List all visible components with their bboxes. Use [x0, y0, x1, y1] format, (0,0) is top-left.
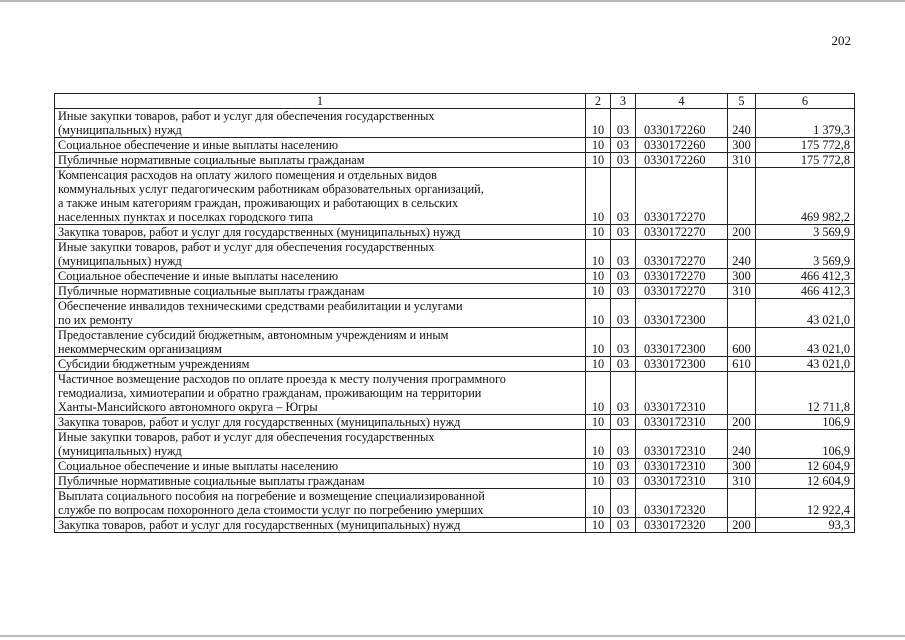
row-name-cell: Публичные нормативные социальные выплаты гражданам	[55, 153, 586, 168]
section-cell: 10	[586, 357, 611, 372]
expense-type-cell	[728, 489, 756, 518]
subsection-cell: 03	[611, 415, 636, 430]
section-cell: 10	[586, 459, 611, 474]
section-cell: 10	[586, 109, 611, 138]
scan-edge-bottom	[0, 635, 905, 637]
subsection-cell: 03	[611, 328, 636, 357]
expense-type-cell: 240	[728, 240, 756, 269]
subsection-cell: 03	[611, 357, 636, 372]
amount-cell: 43 021,0	[756, 357, 855, 372]
scan-edge-top	[0, 0, 905, 2]
header-row	[55, 94, 855, 109]
table-row	[55, 518, 855, 533]
subsection-cell: 03	[611, 269, 636, 284]
target-article-cell: 0330172270	[636, 225, 728, 240]
target-article-cell: 0330172270	[636, 240, 728, 269]
table-row	[55, 357, 855, 372]
row-name-cell: Частичное возмещение расходов по оплате проезда к месту получения программного гемодиализа, химиотерапии и обратно гражданам, проживающим на территории Ханты-Мансийского автономного округа – Югры	[55, 372, 586, 415]
row-name-cell: Обеспечение инвалидов техническими средствами реабилитации и услугами по их ремонту	[55, 299, 586, 328]
amount-cell: 3 569,9	[756, 225, 855, 240]
section-cell: 10	[586, 415, 611, 430]
target-article-cell: 0330172310	[636, 372, 728, 415]
target-article-cell: 0330172310	[636, 415, 728, 430]
subsection-cell: 03	[611, 138, 636, 153]
amount-cell: 12 711,8	[756, 372, 855, 415]
subsection-cell: 03	[611, 299, 636, 328]
row-name-cell: Иные закупки товаров, работ и услуг для обеспечения государственных (муниципальных) нужд	[55, 109, 586, 138]
page-number: 202	[831, 33, 851, 48]
table-body	[55, 109, 855, 533]
row-name-cell: Социальное обеспечение и иные выплаты населению	[55, 138, 586, 153]
subsection-cell: 03	[611, 284, 636, 299]
target-article-cell: 0330172320	[636, 518, 728, 533]
table-row	[55, 474, 855, 489]
row-name-cell: Публичные нормативные социальные выплаты гражданам	[55, 474, 586, 489]
table-row	[55, 225, 855, 240]
target-article-cell: 0330172260	[636, 109, 728, 138]
section-cell: 10	[586, 489, 611, 518]
header-col-5: 5	[728, 94, 756, 109]
section-cell: 10	[586, 153, 611, 168]
subsection-cell: 03	[611, 474, 636, 489]
section-cell: 10	[586, 284, 611, 299]
amount-cell: 175 772,8	[756, 153, 855, 168]
header-col-2: 2	[586, 94, 611, 109]
section-cell: 10	[586, 372, 611, 415]
subsection-cell: 03	[611, 153, 636, 168]
table-row	[55, 328, 855, 357]
table-row	[55, 430, 855, 459]
section-cell: 10	[586, 518, 611, 533]
row-name-cell: Иные закупки товаров, работ и услуг для обеспечения государственных (муниципальных) нужд	[55, 430, 586, 459]
expense-type-cell	[728, 168, 756, 225]
section-cell: 10	[586, 474, 611, 489]
subsection-cell: 03	[611, 372, 636, 415]
header-col-1: 1	[55, 94, 586, 109]
table-row	[55, 240, 855, 269]
subsection-cell: 03	[611, 225, 636, 240]
table-row	[55, 372, 855, 415]
amount-cell: 1 379,3	[756, 109, 855, 138]
subsection-cell: 03	[611, 459, 636, 474]
row-name-cell: Компенсация расходов на оплату жилого помещения и отдельных видов коммунальных услуг педагогическим работникам образовательных организаций, а также иным категориям граждан, проживающих и работающих в сельских населенных пунктах и поселках городского типа	[55, 168, 586, 225]
subsection-cell: 03	[611, 240, 636, 269]
section-cell: 10	[586, 168, 611, 225]
expense-type-cell: 310	[728, 474, 756, 489]
expense-type-cell	[728, 372, 756, 415]
target-article-cell: 0330172300	[636, 357, 728, 372]
amount-cell: 12 604,9	[756, 459, 855, 474]
table-row	[55, 168, 855, 225]
section-cell: 10	[586, 138, 611, 153]
target-article-cell: 0330172300	[636, 299, 728, 328]
table-row	[55, 284, 855, 299]
expense-type-cell: 310	[728, 284, 756, 299]
subsection-cell: 03	[611, 168, 636, 225]
amount-cell: 175 772,8	[756, 138, 855, 153]
header-col-3: 3	[611, 94, 636, 109]
section-cell: 10	[586, 299, 611, 328]
table-row	[55, 299, 855, 328]
row-name-cell: Закупка товаров, работ и услуг для государственных (муниципальных) нужд	[55, 518, 586, 533]
amount-cell: 469 982,2	[756, 168, 855, 225]
subsection-cell: 03	[611, 518, 636, 533]
expense-type-cell: 200	[728, 415, 756, 430]
table-row	[55, 269, 855, 284]
budget-table	[54, 93, 855, 533]
row-name-cell: Социальное обеспечение и иные выплаты населению	[55, 459, 586, 474]
section-cell: 10	[586, 328, 611, 357]
table-row	[55, 153, 855, 168]
expense-type-cell: 300	[728, 269, 756, 284]
expense-type-cell: 610	[728, 357, 756, 372]
row-name-cell: Иные закупки товаров, работ и услуг для обеспечения государственных (муниципальных) нужд	[55, 240, 586, 269]
expense-type-cell: 310	[728, 153, 756, 168]
subsection-cell: 03	[611, 109, 636, 138]
target-article-cell: 0330172270	[636, 168, 728, 225]
row-name-cell: Социальное обеспечение и иные выплаты населению	[55, 269, 586, 284]
amount-cell: 43 021,0	[756, 299, 855, 328]
row-name-cell: Субсидии бюджетным учреждениям	[55, 357, 586, 372]
amount-cell: 106,9	[756, 430, 855, 459]
expense-type-cell: 200	[728, 225, 756, 240]
expense-type-cell: 200	[728, 518, 756, 533]
subsection-cell: 03	[611, 430, 636, 459]
target-article-cell: 0330172320	[636, 489, 728, 518]
expense-type-cell: 300	[728, 138, 756, 153]
amount-cell: 93,3	[756, 518, 855, 533]
expense-type-cell	[728, 299, 756, 328]
target-article-cell: 0330172260	[636, 138, 728, 153]
table-row	[55, 459, 855, 474]
amount-cell: 43 021,0	[756, 328, 855, 357]
table-row	[55, 109, 855, 138]
target-article-cell: 0330172310	[636, 430, 728, 459]
target-article-cell: 0330172270	[636, 284, 728, 299]
section-cell: 10	[586, 225, 611, 240]
section-cell: 10	[586, 430, 611, 459]
expense-type-cell: 240	[728, 430, 756, 459]
amount-cell: 466 412,3	[756, 284, 855, 299]
target-article-cell: 0330172260	[636, 153, 728, 168]
row-name-cell: Закупка товаров, работ и услуг для государственных (муниципальных) нужд	[55, 225, 586, 240]
section-cell: 10	[586, 240, 611, 269]
expense-type-cell: 300	[728, 459, 756, 474]
amount-cell: 12 604,9	[756, 474, 855, 489]
subsection-cell: 03	[611, 489, 636, 518]
amount-cell: 466 412,3	[756, 269, 855, 284]
target-article-cell: 0330172270	[636, 269, 728, 284]
table-row	[55, 138, 855, 153]
header-col-4: 4	[636, 94, 728, 109]
target-article-cell: 0330172310	[636, 459, 728, 474]
row-name-cell: Предоставление субсидий бюджетным, автономным учреждениям и иным некоммерческим организациям	[55, 328, 586, 357]
row-name-cell: Выплата социального пособия на погребение и возмещение специализированной службе по вопросам похоронного дела стоимости услуг по погребению умерших	[55, 489, 586, 518]
target-article-cell: 0330172300	[636, 328, 728, 357]
expense-type-cell: 600	[728, 328, 756, 357]
amount-cell: 12 922,4	[756, 489, 855, 518]
amount-cell: 3 569,9	[756, 240, 855, 269]
table-row	[55, 415, 855, 430]
row-name-cell: Публичные нормативные социальные выплаты гражданам	[55, 284, 586, 299]
target-article-cell: 0330172310	[636, 474, 728, 489]
row-name-cell: Закупка товаров, работ и услуг для государственных (муниципальных) нужд	[55, 415, 586, 430]
amount-cell: 106,9	[756, 415, 855, 430]
table-row	[55, 489, 855, 518]
section-cell: 10	[586, 269, 611, 284]
header-col-6: 6	[756, 94, 855, 109]
expense-type-cell: 240	[728, 109, 756, 138]
